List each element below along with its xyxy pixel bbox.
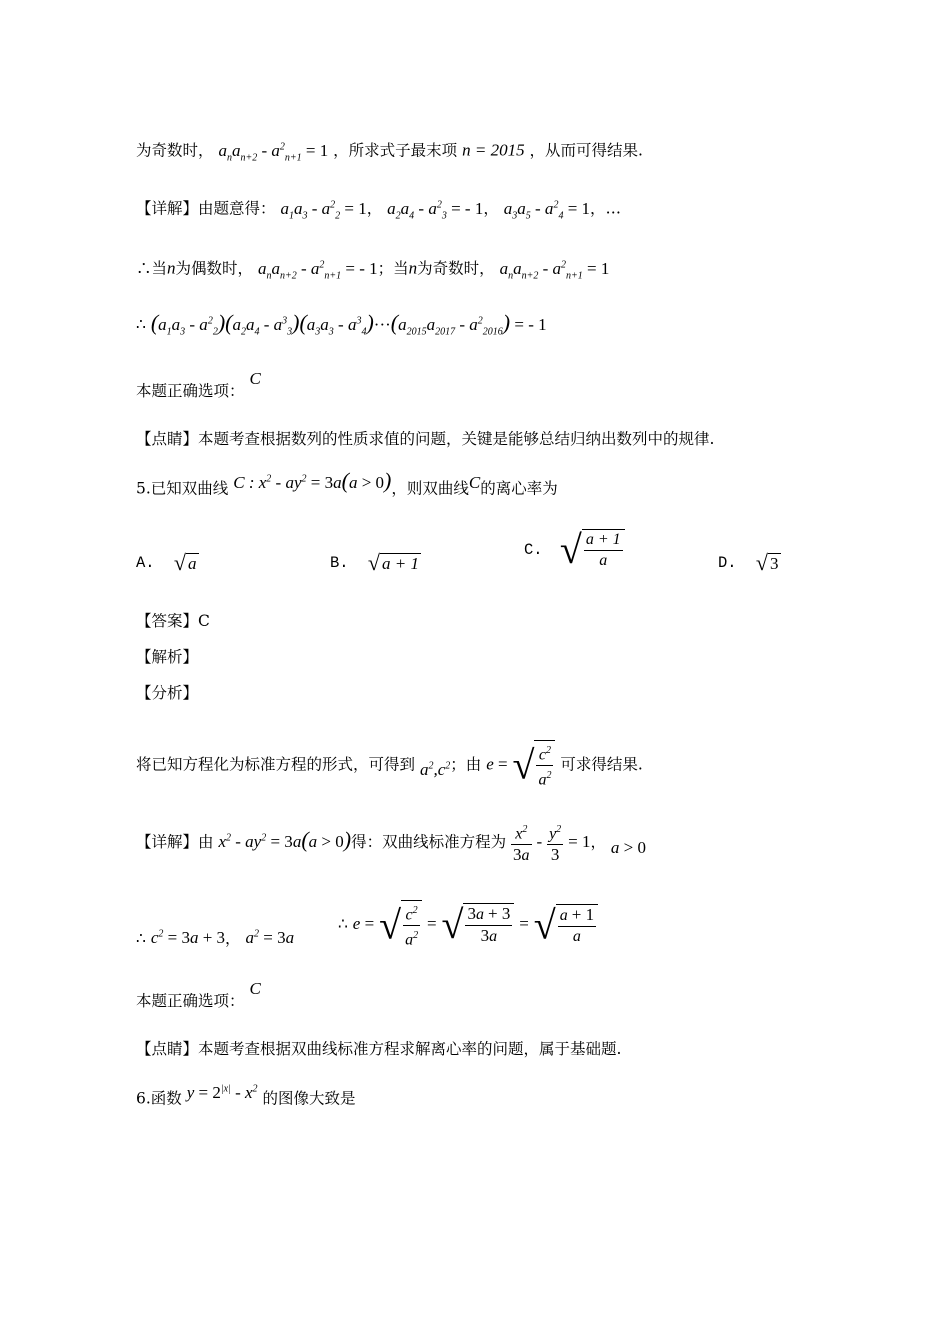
- option-b[interactable]: [330, 550, 421, 576]
- text: ，: [225, 929, 241, 948]
- math-expr: $a_na_{n+2} - a^2_{n+1} = 1$: [218, 140, 329, 164]
- sqrt-expr: √ $\frac{3a + 3}{3a}$: [442, 903, 515, 947]
- math-expr: n: [408, 258, 418, 278]
- therefore-symbol: ∴: [136, 315, 146, 334]
- option-label: A.: [136, 554, 155, 573]
- note-text: 【点睛】本题考查根据双曲线标准方程求解离心率的问题，属于基础题.: [136, 1040, 622, 1058]
- answer-line-1: [136, 369, 261, 402]
- question-6: [136, 1084, 356, 1110]
- text: 为奇数时，: [136, 141, 214, 160]
- math-expr: $a_3a_5 - a^2_4 = 1$: [503, 198, 591, 222]
- product-line: [136, 310, 547, 343]
- text: 将已知方程化为标准方程的形式，可得到: [136, 755, 416, 774]
- math-expr: $a^2 = 3a$: [245, 928, 295, 948]
- answer-value: C: [249, 369, 261, 388]
- math-expr: $a_1a_3 - a^2_2 = 1$: [280, 198, 367, 222]
- text: 的图像大致是: [262, 1089, 356, 1108]
- sqrt-expr: √ $\frac{a + 1}{a}$: [560, 526, 625, 573]
- option-label: D.: [718, 554, 737, 573]
- fraction: $\frac{x^2}{3a}$: [511, 820, 532, 866]
- math-expr: $(a_1a_3 - a^2_2)(a_2a_4 - a^3_3)(a_3a_3 - a^3_4)\cdot\cdot\cdot(a_{2015}a_{2017} - a^2_{2016})$ = - 1: [150, 309, 547, 338]
- sqrt-expr: √ 3: [755, 550, 779, 575]
- answer-heading: [136, 610, 210, 632]
- math-expr: $x^2 - ay^2 = 3a(a > 0)$: [218, 827, 352, 853]
- sqrt-expr: √ a + 1: [367, 550, 419, 575]
- detail-line: 【详解】由题意得： $a_1a_3 - a^2_2 = 1$， $a_2a_4 - a^2_3$ = - 1， $a_3a_5 - a^2_4 = 1$，…: [136, 198, 622, 222]
- math-expr: e =: [486, 754, 508, 774]
- question-5: [136, 467, 558, 500]
- text: 【分析】: [136, 684, 199, 702]
- detail-line-2: 【详解】由 $x^2 - ay^2 = 3a(a > 0)$得：双曲线标准方程为 $\frac{x^2}{3a}$ - $\frac{y^2}{3}$ = 1， a > 0: [136, 820, 646, 866]
- sqrt-expr: √ $\frac{c^2}{a^2}$: [379, 900, 422, 951]
- text: 可求得结果.: [560, 755, 643, 774]
- math-expr: C : $x^2 - ay^2 = 3a(a > 0)$: [233, 467, 392, 493]
- option-c[interactable]: [524, 526, 625, 573]
- text: 函数: [150, 1089, 182, 1108]
- text: ∴当: [136, 259, 168, 278]
- text: 本题正确选项：: [136, 382, 245, 400]
- answer-line-2: [136, 979, 261, 1012]
- sqrt-expr: √ $\frac{c^2}{a^2}$: [513, 740, 556, 791]
- text: 【解析】: [136, 648, 199, 666]
- math-expr: n = 2015: [462, 140, 525, 160]
- option-label: B.: [330, 554, 349, 573]
- text: ，所求式子最末项: [333, 141, 458, 160]
- fraction: $\frac{y^2}{3}$: [547, 820, 563, 866]
- option-label: C.: [524, 540, 543, 559]
- analysis-heading: [136, 646, 198, 668]
- note-text: 【点睛】本题考查根据数列的性质求值的问题，关键是能够总结归纳出数列中的规律.: [136, 430, 715, 448]
- text: ，: [590, 833, 606, 852]
- math-expr: $a_na_{n+2} - a^2_{n+1} = 1$: [499, 258, 610, 282]
- parity-line: [136, 254, 609, 287]
- therefore-symbol: ∴: [337, 915, 348, 934]
- text: 已知双曲线: [150, 479, 229, 498]
- text: ，…: [590, 199, 622, 218]
- text: 的离心率为: [480, 479, 558, 498]
- math-expr: e =: [352, 914, 375, 934]
- math-expr: $a^2,c^2$: [419, 760, 451, 780]
- text: ，则双曲线: [391, 479, 469, 498]
- note-line-1: [136, 428, 714, 450]
- option-a[interactable]: [136, 550, 199, 576]
- solution-line-1: [136, 136, 643, 169]
- math-expr: C: [468, 472, 481, 492]
- text: 【答案】C: [136, 612, 210, 630]
- math-expr: $c^2 = 3a + 3$: [150, 928, 226, 948]
- question-number: 6.: [136, 1089, 151, 1108]
- sqrt-expr: √ $\frac{a + 1}{a}$: [534, 904, 598, 947]
- result-line: ∴ $c^2 = 3a + 3$， $a^2 = 3a$ ∴ e = √ $\frac{c^2}{a^2}$ = √ $\frac{3a + 3}{3a}$ = √ $\frac{a + 1}{a}$: [136, 914, 598, 965]
- text: ，从而可得结果.: [529, 141, 643, 160]
- math-expr: n: [167, 258, 176, 278]
- question-number: 5.: [136, 479, 151, 498]
- detail-label: 【详解】由题意得：: [136, 199, 276, 218]
- math-expr: $a_na_{n+2} - a^2_{n+1}$ = - 1: [257, 258, 378, 282]
- text: 为奇数时，: [417, 259, 495, 278]
- answer-value: C: [249, 979, 261, 998]
- math-expr: a > 0: [610, 838, 646, 858]
- note-line-2: [136, 1038, 621, 1060]
- breakdown-heading: [136, 682, 198, 704]
- text: 本题正确选项：: [136, 992, 245, 1010]
- math-expr: $y = 2^{|x|} - x^2$: [186, 1082, 258, 1102]
- text: ；由: [450, 755, 482, 774]
- math-expr: $a_2a_4 - a^2_3$ = - 1: [387, 198, 484, 222]
- sqrt-expr: √ a: [173, 550, 197, 575]
- text: 得：双曲线标准方程为: [351, 833, 507, 852]
- text: ；当: [377, 259, 409, 278]
- therefore-symbol: ∴: [136, 929, 146, 948]
- text: 为偶数时，: [175, 259, 254, 278]
- detail-label: 【详解】由: [136, 833, 214, 852]
- method-line: [136, 740, 643, 791]
- option-d[interactable]: [718, 550, 781, 576]
